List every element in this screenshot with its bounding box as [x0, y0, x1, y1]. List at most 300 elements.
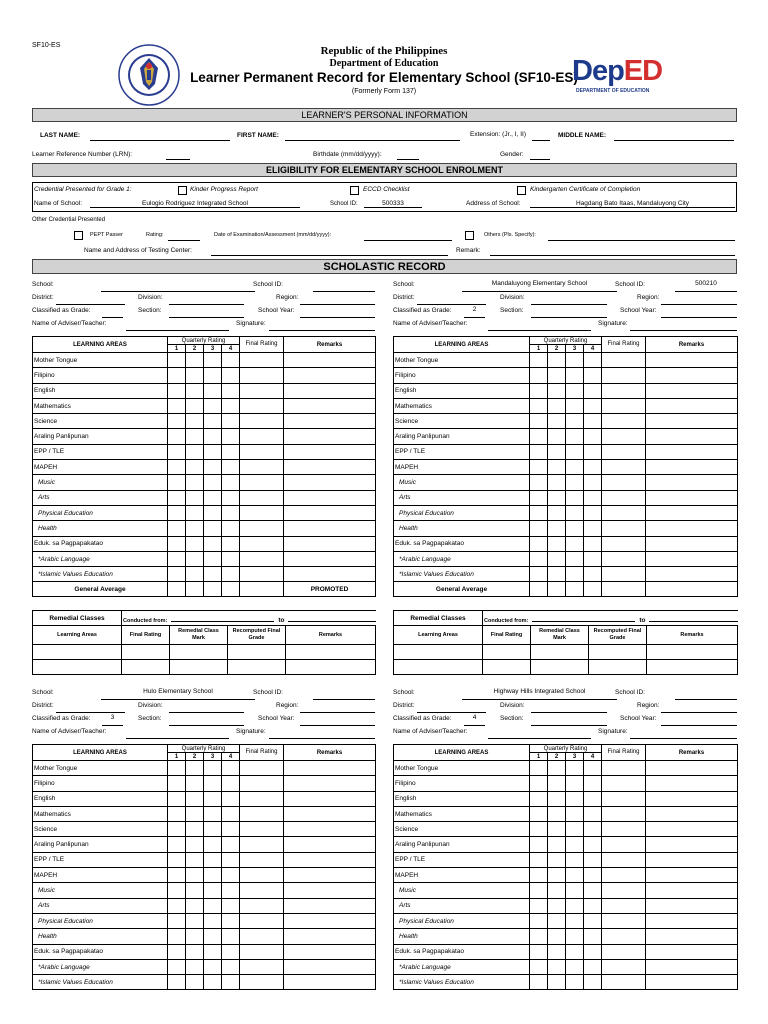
grade-cell[interactable]	[204, 368, 222, 383]
grade-cell[interactable]	[204, 551, 222, 566]
grade-cell[interactable]	[240, 822, 284, 837]
extension-field[interactable]	[532, 140, 550, 141]
grade-cell[interactable]	[646, 944, 738, 959]
grade-cell[interactable]	[186, 460, 204, 475]
grade-cell[interactable]	[222, 776, 240, 791]
grade-cell[interactable]	[284, 444, 376, 459]
grade-cell[interactable]	[222, 791, 240, 806]
grade-cell[interactable]	[566, 398, 584, 413]
grade-cell[interactable]	[204, 776, 222, 791]
grade-cell[interactable]	[168, 898, 186, 913]
school-address-value[interactable]: Hagdang Bato Itaas, Mandaluyong City	[530, 200, 735, 208]
conducted-to-field[interactable]	[649, 613, 737, 622]
grade-cell[interactable]	[530, 883, 548, 898]
grade-cell[interactable]	[584, 582, 602, 597]
grade-cell[interactable]	[548, 536, 566, 551]
grade-cell[interactable]	[530, 414, 548, 429]
grade-cell[interactable]	[566, 868, 584, 883]
grade-cell[interactable]	[548, 761, 566, 776]
pept-checkbox[interactable]	[74, 231, 83, 240]
grade-cell[interactable]	[566, 460, 584, 475]
grade-cell[interactable]	[186, 475, 204, 490]
grade-cell[interactable]	[530, 383, 548, 398]
grade-cell[interactable]	[548, 368, 566, 383]
grade-cell[interactable]	[566, 806, 584, 821]
grade-cell[interactable]	[204, 536, 222, 551]
remedial-cell[interactable]	[647, 660, 738, 675]
grade-cell[interactable]	[548, 398, 566, 413]
grade-cell[interactable]	[566, 414, 584, 429]
school-year-field[interactable]	[661, 714, 737, 726]
kinder-progress-checkbox[interactable]	[178, 186, 187, 195]
grade-cell[interactable]	[548, 429, 566, 444]
grade-cell[interactable]	[566, 913, 584, 928]
grade-cell[interactable]	[584, 868, 602, 883]
grade-cell[interactable]	[584, 944, 602, 959]
grade-cell[interactable]	[646, 822, 738, 837]
grade-cell[interactable]	[168, 460, 186, 475]
grade-cell[interactable]	[168, 776, 186, 791]
grade-cell[interactable]	[584, 898, 602, 913]
grade-cell[interactable]	[186, 429, 204, 444]
grade-cell[interactable]	[222, 536, 240, 551]
grade-cell[interactable]	[530, 975, 548, 990]
grade-cell[interactable]	[204, 353, 222, 368]
grade-cell[interactable]	[240, 806, 284, 821]
grade-cell[interactable]	[530, 929, 548, 944]
grade-cell[interactable]	[186, 929, 204, 944]
grade-cell[interactable]	[168, 521, 186, 536]
grade-cell[interactable]	[602, 975, 646, 990]
grade-cell[interactable]	[284, 353, 376, 368]
grade-cell[interactable]	[530, 505, 548, 520]
grade-cell[interactable]	[530, 490, 548, 505]
grade-cell[interactable]	[584, 776, 602, 791]
grade-cell[interactable]	[602, 791, 646, 806]
grade-cell[interactable]	[602, 868, 646, 883]
grade-cell[interactable]	[168, 883, 186, 898]
others-checkbox[interactable]	[465, 231, 474, 240]
region-field[interactable]	[661, 293, 737, 305]
grade-cell[interactable]	[646, 398, 738, 413]
grade-cell[interactable]	[204, 852, 222, 867]
grade-cell[interactable]	[530, 791, 548, 806]
remedial-cell[interactable]	[122, 645, 170, 660]
grade-cell[interactable]	[186, 852, 204, 867]
grade-cell[interactable]	[530, 913, 548, 928]
grade-cell[interactable]	[240, 505, 284, 520]
grade-cell[interactable]	[602, 383, 646, 398]
grade-cell[interactable]	[222, 837, 240, 852]
grade-cell[interactable]	[584, 929, 602, 944]
region-field[interactable]	[300, 293, 375, 305]
grade-cell[interactable]	[584, 975, 602, 990]
conducted-from-field[interactable]	[532, 613, 635, 622]
grade-cell[interactable]	[646, 837, 738, 852]
grade-cell[interactable]	[284, 791, 376, 806]
grade-cell[interactable]	[284, 929, 376, 944]
grade-cell[interactable]	[602, 444, 646, 459]
grade-cell[interactable]	[168, 490, 186, 505]
remedial-cell[interactable]	[531, 660, 589, 675]
division-field[interactable]	[169, 293, 244, 305]
region-field[interactable]	[661, 701, 737, 713]
grade-cell[interactable]	[566, 551, 584, 566]
grade-cell[interactable]	[548, 475, 566, 490]
school-id-value[interactable]	[313, 280, 375, 292]
grade-cell[interactable]	[284, 551, 376, 566]
grade-cell[interactable]	[530, 776, 548, 791]
grade-cell[interactable]	[584, 398, 602, 413]
grade-cell[interactable]	[646, 806, 738, 821]
grade-cell[interactable]	[240, 368, 284, 383]
grade-cell[interactable]	[240, 975, 284, 990]
grade-cell[interactable]	[602, 353, 646, 368]
grade-cell[interactable]	[186, 868, 204, 883]
remedial-cell[interactable]	[589, 660, 647, 675]
grade-cell[interactable]	[240, 852, 284, 867]
grade-cell[interactable]	[204, 837, 222, 852]
grade-cell[interactable]	[186, 898, 204, 913]
grade-cell[interactable]	[530, 582, 548, 597]
exam-date-field[interactable]	[364, 240, 452, 241]
remedial-cell[interactable]	[122, 660, 170, 675]
grade-cell[interactable]	[240, 353, 284, 368]
grade-cell[interactable]	[566, 761, 584, 776]
grade-cell[interactable]	[240, 414, 284, 429]
grade-cell[interactable]	[222, 383, 240, 398]
last-name-field[interactable]	[90, 140, 230, 141]
grade-cell[interactable]	[168, 353, 186, 368]
division-field[interactable]	[531, 701, 607, 713]
adviser-field[interactable]	[126, 319, 229, 331]
grade-cell[interactable]	[566, 582, 584, 597]
grade-cell[interactable]	[222, 898, 240, 913]
grade-cell[interactable]	[530, 567, 548, 582]
gender-field[interactable]	[530, 159, 550, 160]
grade-cell[interactable]	[646, 505, 738, 520]
grade-cell[interactable]	[186, 776, 204, 791]
grade-cell[interactable]	[168, 929, 186, 944]
grade-cell[interactable]	[204, 505, 222, 520]
grade-cell[interactable]	[584, 444, 602, 459]
first-name-field[interactable]	[285, 140, 460, 141]
grade-cell[interactable]	[584, 460, 602, 475]
grade-cell[interactable]	[530, 551, 548, 566]
grade-cell[interactable]	[646, 868, 738, 883]
grade-cell[interactable]	[240, 475, 284, 490]
grade-cell[interactable]	[548, 490, 566, 505]
grade-cell[interactable]	[566, 959, 584, 974]
grade-value[interactable]: 3	[102, 714, 123, 726]
grade-cell[interactable]	[240, 444, 284, 459]
middle-name-field[interactable]	[614, 140, 734, 141]
remedial-cell[interactable]	[228, 645, 286, 660]
grade-cell[interactable]	[186, 567, 204, 582]
section-field[interactable]	[531, 714, 607, 726]
grade-cell[interactable]	[548, 776, 566, 791]
grade-cell[interactable]	[584, 883, 602, 898]
grade-cell[interactable]	[602, 929, 646, 944]
grade-cell[interactable]	[204, 414, 222, 429]
grade-cell[interactable]	[530, 460, 548, 475]
grade-value[interactable]: 4	[464, 714, 485, 726]
grade-cell[interactable]	[186, 837, 204, 852]
remedial-cell[interactable]	[483, 660, 531, 675]
grade-cell[interactable]	[222, 959, 240, 974]
grade-cell[interactable]	[584, 852, 602, 867]
grade-cell[interactable]	[646, 913, 738, 928]
grade-cell[interactable]	[284, 913, 376, 928]
grade-cell[interactable]	[566, 944, 584, 959]
grade-cell[interactable]	[602, 368, 646, 383]
grade-cell[interactable]	[646, 475, 738, 490]
school-id-value[interactable]	[313, 688, 375, 700]
grade-cell[interactable]	[530, 368, 548, 383]
grade-cell[interactable]	[204, 913, 222, 928]
grade-cell[interactable]	[566, 475, 584, 490]
grade-cell[interactable]	[548, 791, 566, 806]
grade-cell[interactable]	[204, 959, 222, 974]
grade-cell[interactable]	[530, 868, 548, 883]
grade-cell[interactable]	[530, 536, 548, 551]
grade-cell[interactable]	[240, 929, 284, 944]
grade-cell[interactable]	[284, 975, 376, 990]
adviser-field[interactable]	[488, 319, 591, 331]
grade-cell[interactable]	[646, 852, 738, 867]
grade-cell[interactable]	[186, 913, 204, 928]
birthdate-field[interactable]	[397, 159, 419, 160]
grade-cell[interactable]	[240, 536, 284, 551]
grade-cell[interactable]	[602, 776, 646, 791]
grade-cell[interactable]	[204, 398, 222, 413]
grade-cell[interactable]	[646, 883, 738, 898]
grade-cell[interactable]	[602, 883, 646, 898]
grade-cell[interactable]	[548, 837, 566, 852]
grade-cell[interactable]	[584, 521, 602, 536]
grade-cell[interactable]	[646, 353, 738, 368]
section-field[interactable]	[169, 714, 244, 726]
grade-cell[interactable]	[566, 883, 584, 898]
grade-cell[interactable]	[240, 460, 284, 475]
grade-cell[interactable]	[204, 490, 222, 505]
remedial-cell[interactable]	[531, 645, 589, 660]
grade-cell[interactable]	[548, 898, 566, 913]
grade-cell[interactable]	[584, 414, 602, 429]
grade-cell[interactable]	[204, 791, 222, 806]
grade-cell[interactable]	[204, 582, 222, 597]
grade-cell[interactable]	[222, 582, 240, 597]
grade-cell[interactable]	[584, 368, 602, 383]
grade-cell[interactable]	[204, 975, 222, 990]
grade-cell[interactable]	[530, 944, 548, 959]
grade-cell[interactable]	[548, 944, 566, 959]
lrn-field[interactable]	[166, 159, 190, 160]
grade-cell[interactable]	[646, 414, 738, 429]
grade-cell[interactable]	[584, 353, 602, 368]
section-field[interactable]	[531, 306, 607, 318]
grade-cell[interactable]	[284, 776, 376, 791]
school-id-value[interactable]	[675, 688, 737, 700]
grade-cell[interactable]	[168, 868, 186, 883]
grade-cell[interactable]	[548, 975, 566, 990]
grade-cell[interactable]	[602, 959, 646, 974]
grade-cell[interactable]	[584, 959, 602, 974]
grade-cell[interactable]	[646, 929, 738, 944]
grade-cell[interactable]	[204, 822, 222, 837]
grade-cell[interactable]	[186, 444, 204, 459]
grade-cell[interactable]	[168, 822, 186, 837]
grade-cell[interactable]	[602, 822, 646, 837]
grade-cell[interactable]	[222, 490, 240, 505]
grade-cell[interactable]	[168, 913, 186, 928]
grade-cell[interactable]	[240, 913, 284, 928]
grade-cell[interactable]	[602, 551, 646, 566]
grade-cell[interactable]	[530, 806, 548, 821]
grade-cell[interactable]	[646, 490, 738, 505]
grade-cell[interactable]	[566, 353, 584, 368]
district-field[interactable]	[56, 701, 125, 713]
grade-cell[interactable]	[222, 475, 240, 490]
grade-cell[interactable]	[240, 567, 284, 582]
grade-cell[interactable]	[530, 761, 548, 776]
grade-cell[interactable]	[240, 761, 284, 776]
signature-field[interactable]	[269, 727, 375, 739]
grade-cell[interactable]	[168, 582, 186, 597]
grade-cell[interactable]	[240, 582, 284, 597]
grade-cell[interactable]	[240, 944, 284, 959]
grade-cell[interactable]	[548, 567, 566, 582]
grade-cell[interactable]	[548, 551, 566, 566]
grade-cell[interactable]	[566, 975, 584, 990]
grade-cell[interactable]	[646, 898, 738, 913]
grade-cell[interactable]	[602, 913, 646, 928]
grade-cell[interactable]	[566, 567, 584, 582]
grade-cell[interactable]	[168, 806, 186, 821]
grade-cell[interactable]	[168, 975, 186, 990]
grade-cell[interactable]	[584, 791, 602, 806]
grade-cell[interactable]	[530, 429, 548, 444]
grade-cell[interactable]	[566, 776, 584, 791]
grade-cell[interactable]	[222, 806, 240, 821]
grade-cell[interactable]	[530, 398, 548, 413]
grade-value[interactable]: 2	[464, 306, 485, 318]
rating-field[interactable]	[168, 240, 200, 241]
grade-cell[interactable]	[240, 791, 284, 806]
grade-cell[interactable]	[186, 761, 204, 776]
school-value[interactable]: Mandaluyong Elementary School	[462, 280, 617, 292]
grade-cell[interactable]	[602, 761, 646, 776]
grade-cell[interactable]	[548, 852, 566, 867]
grade-cell[interactable]	[186, 806, 204, 821]
grade-cell[interactable]	[240, 521, 284, 536]
grade-cell[interactable]	[602, 837, 646, 852]
grade-cell[interactable]	[602, 460, 646, 475]
grade-cell[interactable]	[284, 806, 376, 821]
grade-cell[interactable]	[646, 429, 738, 444]
grade-cell[interactable]	[186, 791, 204, 806]
grade-cell[interactable]	[240, 383, 284, 398]
remedial-cell[interactable]	[286, 660, 376, 675]
grade-cell[interactable]	[284, 475, 376, 490]
grade-cell[interactable]	[646, 536, 738, 551]
grade-cell[interactable]	[186, 398, 204, 413]
grade-cell[interactable]	[168, 536, 186, 551]
grade-cell[interactable]	[602, 429, 646, 444]
school-year-field[interactable]	[300, 306, 375, 318]
grade-cell[interactable]	[186, 582, 204, 597]
grade-cell[interactable]	[584, 383, 602, 398]
grade-cell[interactable]	[284, 398, 376, 413]
grade-cell[interactable]	[168, 383, 186, 398]
adviser-field[interactable]	[126, 727, 229, 739]
grade-cell[interactable]	[222, 521, 240, 536]
section-field[interactable]	[169, 306, 244, 318]
grade-cell[interactable]	[204, 567, 222, 582]
signature-field[interactable]	[630, 319, 737, 331]
grade-cell[interactable]	[186, 505, 204, 520]
grade-cell[interactable]	[584, 475, 602, 490]
grade-cell[interactable]	[548, 505, 566, 520]
grade-cell[interactable]	[602, 567, 646, 582]
testing-center-field[interactable]	[211, 255, 448, 256]
grade-cell[interactable]	[548, 414, 566, 429]
grade-cell[interactable]	[646, 444, 738, 459]
grade-cell[interactable]	[566, 791, 584, 806]
grade-cell[interactable]	[548, 883, 566, 898]
grade-cell[interactable]	[222, 975, 240, 990]
grade-cell[interactable]	[584, 837, 602, 852]
grade-cell[interactable]	[566, 929, 584, 944]
grade-cell[interactable]	[584, 490, 602, 505]
grade-cell[interactable]	[548, 353, 566, 368]
grade-cell[interactable]	[204, 806, 222, 821]
grade-cell[interactable]	[646, 776, 738, 791]
school-year-field[interactable]	[300, 714, 375, 726]
grade-cell[interactable]	[566, 837, 584, 852]
grade-cell[interactable]	[284, 822, 376, 837]
grade-cell[interactable]	[566, 383, 584, 398]
grade-cell[interactable]	[584, 806, 602, 821]
grade-cell[interactable]	[240, 398, 284, 413]
grade-cell[interactable]	[240, 490, 284, 505]
remedial-cell[interactable]	[286, 645, 376, 660]
grade-cell[interactable]	[222, 505, 240, 520]
grade-cell[interactable]	[240, 898, 284, 913]
grade-cell[interactable]	[204, 475, 222, 490]
grade-cell[interactable]	[602, 582, 646, 597]
grade-cell[interactable]	[240, 868, 284, 883]
grade-cell[interactable]	[284, 898, 376, 913]
grade-cell[interactable]	[284, 490, 376, 505]
school-name-value[interactable]: Eulogio Rodriguez Integrated School	[90, 200, 300, 208]
grade-cell[interactable]	[186, 368, 204, 383]
grade-cell[interactable]	[646, 959, 738, 974]
grade-cell[interactable]	[204, 868, 222, 883]
grade-cell[interactable]	[530, 521, 548, 536]
school-id-value[interactable]: 500333	[364, 200, 422, 208]
school-year-field[interactable]	[661, 306, 737, 318]
remedial-cell[interactable]	[394, 660, 483, 675]
grade-cell[interactable]	[222, 551, 240, 566]
grade-cell[interactable]	[646, 551, 738, 566]
grade-cell[interactable]	[548, 868, 566, 883]
grade-cell[interactable]	[584, 913, 602, 928]
grade-cell[interactable]	[566, 521, 584, 536]
grade-value[interactable]	[102, 306, 123, 318]
grade-cell[interactable]	[222, 883, 240, 898]
grade-cell[interactable]	[284, 944, 376, 959]
